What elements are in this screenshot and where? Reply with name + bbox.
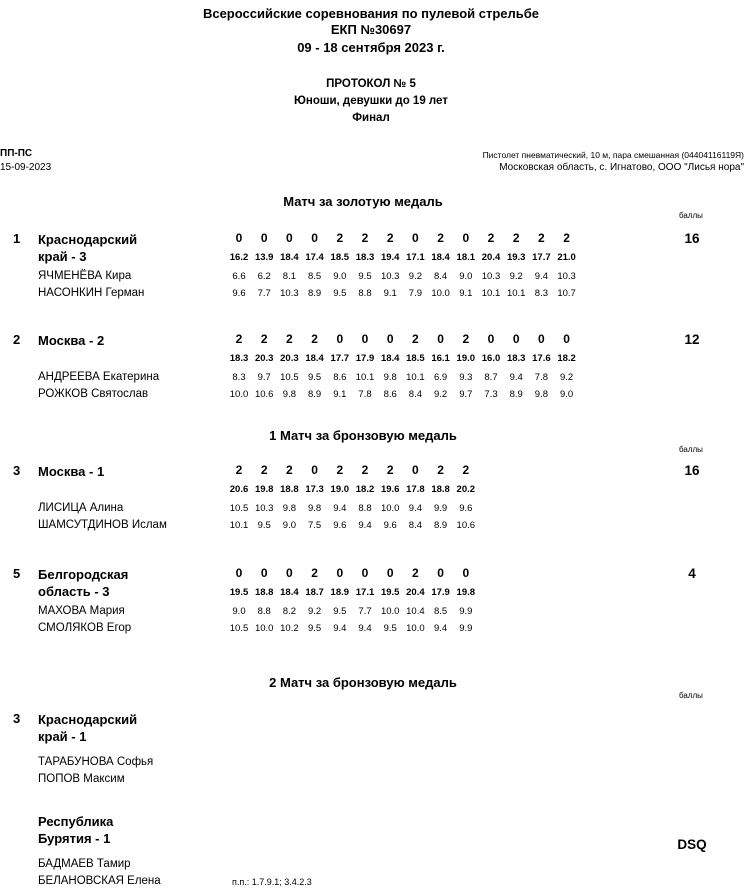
- shot-score: 9.8: [534, 389, 548, 400]
- shot-score: 10.1: [229, 520, 249, 531]
- ekp-number: ЕКП №30697: [330, 22, 412, 37]
- match-point: 0: [311, 463, 318, 477]
- series-sum: 21.0: [557, 252, 576, 263]
- team-name-line2: край - 3: [38, 249, 87, 264]
- shot-score: 9.6: [232, 288, 246, 299]
- shot-score: 7.8: [534, 372, 548, 383]
- match-point: 0: [286, 566, 293, 580]
- team-name-line2: Бурятия - 1: [38, 831, 111, 846]
- shot-score: 10.4: [406, 606, 425, 617]
- match-point: 2: [538, 231, 545, 245]
- series-sum: 18.8: [431, 484, 450, 495]
- series-sum: 18.9: [330, 587, 350, 598]
- protocol-date: 15-09-2023: [0, 162, 52, 173]
- shot-score: 8.7: [484, 372, 498, 383]
- match-point: 0: [361, 332, 369, 346]
- team-name-line2: край - 1: [38, 729, 87, 744]
- shot-score: 9.2: [307, 606, 322, 617]
- shot-score: 9.5: [333, 606, 347, 617]
- team-name-line2: область - 3: [38, 584, 110, 599]
- shot-score: 8.5: [433, 606, 448, 617]
- shot-score: 9.5: [257, 520, 271, 531]
- series-sum: 19.6: [380, 484, 400, 495]
- match-point: 2: [487, 231, 495, 245]
- athlete-name: ЯЧМЕНЁВА Кира: [38, 270, 132, 282]
- match-point: 2: [462, 463, 470, 477]
- shot-score: 9.3: [459, 372, 473, 383]
- match-point: 0: [563, 332, 570, 346]
- match-point: 0: [437, 566, 444, 580]
- shot-score: 9.4: [358, 520, 372, 531]
- shot-score: 9.0: [232, 606, 246, 617]
- series-sum: 17.3: [305, 484, 324, 495]
- shot-score: 8.8: [358, 503, 372, 514]
- shot-score: 10.5: [280, 372, 299, 383]
- section-title: 1 Матч за бронзовую медаль: [269, 428, 457, 443]
- series-sum: 17.8: [406, 484, 425, 495]
- series-sum: 17.1: [355, 587, 375, 598]
- total-points: 4: [688, 566, 696, 581]
- match-point: 2: [311, 566, 318, 580]
- shot-score: 8.4: [433, 271, 448, 282]
- series-sum: 18.5: [330, 252, 350, 263]
- shot-score: 10.3: [481, 271, 501, 282]
- shot-score: 10.3: [557, 271, 576, 282]
- series-sum: 18.4: [280, 252, 299, 263]
- shot-score: 9.2: [433, 389, 448, 400]
- shot-score: 10.0: [431, 288, 450, 299]
- shot-score: 7.9: [408, 288, 422, 299]
- series-sum: 16.2: [229, 252, 249, 263]
- shot-score: 9.4: [333, 623, 347, 634]
- shot-score: 10.5: [229, 503, 249, 514]
- match-point: 0: [311, 231, 318, 245]
- shot-score: 8.9: [307, 288, 322, 299]
- total-points: 16: [684, 231, 700, 246]
- match-point: 2: [386, 231, 394, 245]
- series-sum: 17.4: [305, 252, 324, 263]
- place-number: 1: [13, 231, 21, 246]
- series-sum: 17.9: [431, 587, 450, 598]
- shot-score: 10.1: [406, 372, 425, 383]
- shot-score: 10.1: [481, 288, 501, 299]
- match-point: 2: [412, 332, 419, 346]
- team-name: Краснодарский: [38, 232, 138, 247]
- shot-score: 9.5: [358, 271, 372, 282]
- shot-score: 9.6: [459, 503, 473, 514]
- match-point: 0: [260, 231, 268, 245]
- shot-score: 9.7: [459, 389, 473, 400]
- points-label: баллы: [679, 691, 703, 700]
- shot-score: 8.8: [358, 288, 372, 299]
- shot-score: 9.0: [282, 520, 296, 531]
- place-number: 3: [13, 463, 21, 478]
- shot-score: 9.1: [383, 288, 397, 299]
- shot-score: 10.0: [254, 623, 274, 634]
- shot-score: 7.8: [358, 389, 372, 400]
- match-point: 2: [512, 231, 520, 245]
- section-title: Матч за золотую медаль: [283, 194, 443, 209]
- total-points: 16: [684, 463, 700, 478]
- dsq-status: DSQ: [677, 837, 707, 852]
- shot-score: 9.2: [559, 372, 574, 383]
- shot-score: 10.0: [380, 606, 400, 617]
- team-name: Краснодарский: [38, 712, 138, 727]
- match-point: 0: [235, 231, 243, 245]
- athlete-name: РОЖКОВ Святослав: [38, 388, 149, 400]
- match-point: 2: [235, 332, 243, 346]
- series-sum: 18.7: [305, 587, 324, 598]
- match-point: 0: [336, 332, 344, 346]
- shot-score: 10.7: [557, 288, 576, 299]
- series-sum: 18.8: [254, 587, 274, 598]
- shot-score: 8.5: [307, 271, 322, 282]
- shot-score: 9.6: [333, 520, 347, 531]
- shot-score: 9.8: [282, 389, 296, 400]
- place-number: 2: [13, 332, 21, 347]
- match-point: 0: [462, 231, 470, 245]
- shot-score: 8.1: [282, 271, 296, 282]
- athlete-name: МАХОВА Мария: [38, 605, 125, 617]
- series-sum: 18.4: [380, 353, 400, 364]
- series-sum: 16.1: [431, 353, 450, 364]
- athlete-name: ТАРАБУНОВА Софья: [38, 756, 154, 768]
- match-point: 2: [336, 463, 344, 477]
- place-number: 3: [13, 711, 21, 726]
- team-name: Москва - 2: [38, 333, 105, 348]
- venue: Московская область, с. Игнатово, ООО "Лисья нора": [499, 162, 744, 173]
- team-name: Белгородская: [38, 567, 129, 582]
- shot-score: 8.4: [408, 520, 422, 531]
- series-sum: 19.5: [229, 587, 249, 598]
- match-point: 2: [286, 332, 293, 346]
- match-point: 2: [412, 566, 419, 580]
- match-point: 2: [260, 463, 268, 477]
- athlete-name: ШАМСУТДИНОВ Ислам: [38, 519, 167, 531]
- series-sum: 20.3: [254, 353, 274, 364]
- series-sum: 18.3: [355, 252, 375, 263]
- match-point: 2: [260, 332, 268, 346]
- series-sum: 19.4: [380, 252, 400, 263]
- series-sum: 17.7: [330, 353, 350, 364]
- match-point: 2: [361, 231, 369, 245]
- series-sum: 16.0: [481, 353, 501, 364]
- shot-score: 9.8: [383, 372, 397, 383]
- shot-score: 10.3: [254, 503, 274, 514]
- series-sum: 20.3: [280, 353, 299, 364]
- shot-score: 9.1: [333, 389, 347, 400]
- discipline: Пистолет пневматический, 10 м, пара смешанная (04404116119Я): [482, 150, 744, 160]
- shot-score: 10.3: [280, 288, 299, 299]
- match-point: 2: [563, 231, 570, 245]
- shot-score: 10.2: [280, 623, 299, 634]
- series-sum: 18.8: [280, 484, 299, 495]
- series-sum: 19.5: [380, 587, 400, 598]
- match-point: 0: [235, 566, 243, 580]
- shot-score: 9.4: [333, 503, 347, 514]
- series-sum: 20.4: [406, 587, 425, 598]
- shot-score: 9.0: [333, 271, 347, 282]
- shot-score: 7.7: [257, 288, 271, 299]
- match-point: 0: [286, 231, 293, 245]
- series-sum: 18.5: [406, 353, 425, 364]
- shot-score: 6.9: [433, 372, 448, 383]
- rule-reference: п.п.: 1.7.9.1; 3.4.2.3: [232, 877, 312, 887]
- shot-score: 9.4: [433, 623, 448, 634]
- series-sum: 17.9: [355, 353, 375, 364]
- shot-score: 9.4: [358, 623, 372, 634]
- shot-score: 8.9: [509, 389, 523, 400]
- shot-score: 8.6: [333, 372, 347, 383]
- match-point: 0: [437, 332, 444, 346]
- shot-score: 9.5: [383, 623, 397, 634]
- match-point: 0: [412, 463, 419, 477]
- series-sum: 19.3: [506, 252, 526, 263]
- shot-score: 9.5: [333, 288, 347, 299]
- match-point: 2: [286, 463, 293, 477]
- series-sum: 18.4: [431, 252, 450, 263]
- shot-score: 9.0: [559, 389, 574, 400]
- team-name: Москва - 1: [38, 464, 105, 479]
- stage-label: Финал: [352, 112, 390, 124]
- event-dates: 09 - 18 сентября 2023 г.: [297, 40, 445, 55]
- shot-score: 7.3: [484, 389, 498, 400]
- shot-score: 7.5: [307, 520, 322, 531]
- match-point: 0: [538, 332, 545, 346]
- shot-score: 9.1: [459, 288, 473, 299]
- match-point: 2: [336, 231, 344, 245]
- match-point: 2: [235, 463, 243, 477]
- shot-score: 6.6: [232, 271, 246, 282]
- match-point: 0: [462, 566, 470, 580]
- shot-score: 9.4: [534, 271, 548, 282]
- athlete-name: БАДМАЕВ Тамир: [38, 858, 131, 870]
- shot-score: 8.3: [534, 288, 548, 299]
- match-point: 2: [311, 332, 318, 346]
- series-sum: 13.9: [254, 252, 274, 263]
- athlete-name: ЛИСИЦА Алина: [38, 502, 124, 514]
- shot-score: 8.9: [307, 389, 322, 400]
- match-point: 0: [412, 231, 419, 245]
- series-sum: 17.7: [532, 252, 551, 263]
- series-sum: 18.3: [506, 353, 526, 364]
- shot-score: 9.4: [509, 372, 523, 383]
- series-sum: 19.8: [456, 587, 476, 598]
- shot-score: 9.9: [459, 623, 473, 634]
- shot-score: 9.0: [459, 271, 473, 282]
- bronze-match-2-title: 2 Матч за бронзовую медаль: [269, 675, 457, 690]
- series-sum: 18.4: [280, 587, 299, 598]
- protocol-number: ПРОТОКОЛ № 5: [326, 78, 416, 90]
- series-sum: 19.0: [456, 353, 476, 364]
- shot-score: 10.1: [506, 288, 526, 299]
- shot-score: 8.8: [257, 606, 271, 617]
- match-point: 2: [437, 231, 444, 245]
- shot-score: 10.0: [229, 389, 249, 400]
- document-title: Всероссийские соревнования по пулевой стрельбе: [202, 6, 540, 21]
- shot-score: 6.2: [257, 271, 271, 282]
- shot-score: 10.1: [355, 372, 375, 383]
- shot-score: 8.9: [433, 520, 448, 531]
- series-sum: 17.1: [406, 252, 425, 263]
- shot-score: 8.3: [232, 372, 246, 383]
- match-point: 0: [512, 332, 520, 346]
- shot-score: 9.5: [307, 623, 322, 634]
- match-point: 0: [260, 566, 268, 580]
- athlete-name: НАСОНКИН Герман: [38, 287, 145, 299]
- total-points: 12: [684, 332, 700, 347]
- shot-score: 10.6: [456, 520, 476, 531]
- shot-score: 10.0: [406, 623, 425, 634]
- series-sum: 20.6: [229, 484, 249, 495]
- shot-score: 9.2: [408, 271, 422, 282]
- shot-score: 9.8: [307, 503, 322, 514]
- series-sum: 17.6: [532, 353, 551, 364]
- age-category: Юноши, девушки до 19 лет: [294, 95, 448, 107]
- series-sum: 19.8: [254, 484, 274, 495]
- match-point: 0: [487, 332, 495, 346]
- points-label: баллы: [679, 445, 703, 454]
- shot-score: 9.9: [459, 606, 473, 617]
- series-sum: 18.2: [557, 353, 576, 364]
- place-number: 5: [13, 566, 21, 581]
- series-sum: 20.4: [481, 252, 501, 263]
- match-point: 2: [437, 463, 444, 477]
- points-label: баллы: [679, 211, 703, 220]
- series-sum: 18.1: [456, 252, 476, 263]
- shot-score: 10.5: [229, 623, 249, 634]
- shot-score: 9.5: [307, 372, 322, 383]
- shot-score: 10.0: [380, 503, 400, 514]
- series-sum: 19.0: [330, 484, 350, 495]
- shot-score: 9.8: [282, 503, 296, 514]
- match-point: 0: [386, 332, 394, 346]
- series-sum: 18.4: [305, 353, 324, 364]
- shot-score: 10.6: [254, 389, 274, 400]
- team-name: Республика: [38, 814, 114, 829]
- series-sum: 18.2: [355, 484, 375, 495]
- shot-score: 9.6: [383, 520, 397, 531]
- shot-score: 7.7: [358, 606, 372, 617]
- shot-score: 10.3: [380, 271, 400, 282]
- shot-score: 9.4: [408, 503, 422, 514]
- shot-score: 8.2: [282, 606, 296, 617]
- shot-score: 8.4: [408, 389, 422, 400]
- match-point: 2: [386, 463, 394, 477]
- athlete-name: АНДРЕЕВА Екатерина: [38, 371, 160, 383]
- shot-score: 9.9: [433, 503, 448, 514]
- shot-score: 9.2: [509, 271, 523, 282]
- athlete-name: БЕЛАНОВСКАЯ Елена: [38, 875, 161, 887]
- athlete-name: СМОЛЯКОВ Егор: [38, 622, 132, 634]
- match-point: 2: [462, 332, 470, 346]
- shot-score: 8.6: [383, 389, 397, 400]
- match-point: 2: [361, 463, 369, 477]
- athlete-name: ПОПОВ Максим: [38, 773, 125, 785]
- match-point: 0: [336, 566, 344, 580]
- match-point: 0: [386, 566, 394, 580]
- shot-score: 9.7: [257, 372, 271, 383]
- series-sum: 20.2: [456, 484, 476, 495]
- match-point: 0: [361, 566, 369, 580]
- series-sum: 18.3: [229, 353, 249, 364]
- event-code: ПП-ПС: [0, 148, 33, 159]
